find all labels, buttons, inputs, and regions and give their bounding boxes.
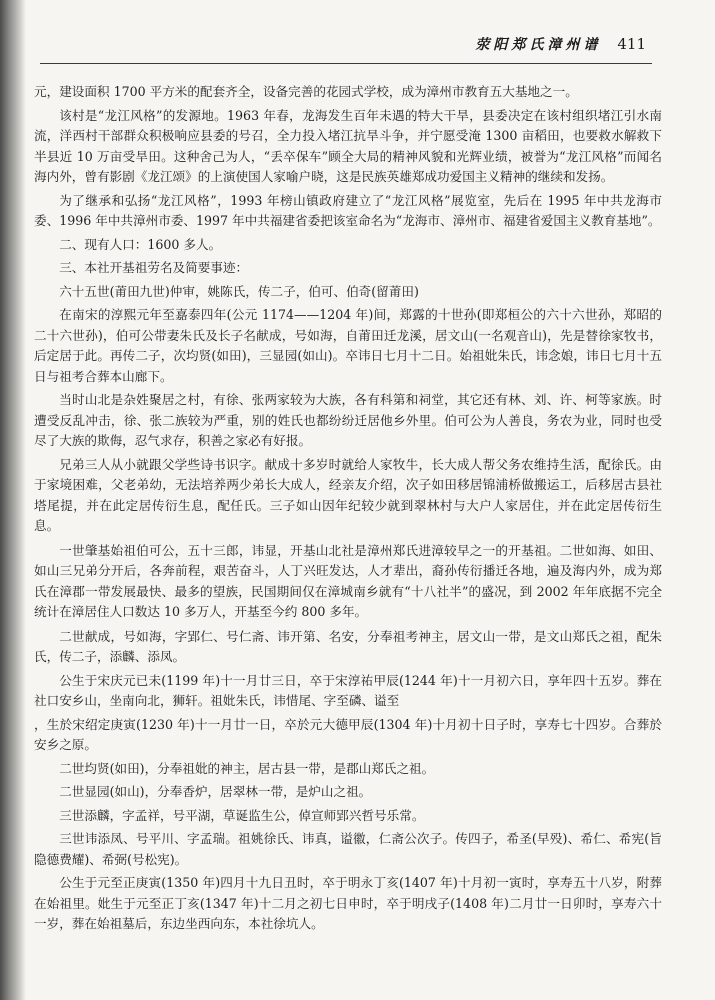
paragraph: 在南宋的淳熙元年至嘉泰四年(公元 1174——1204 年)间，郑露的十世孙(即郑桓公的六十六世孙，郑昭的二十六世孙)，伯可公带妻朱氏及长子名献成，号如海，自莆田迁龙溪，居文山(一名观音山)，先是替徐家牧书，后定居于此。再传二子，次均贤(如田)，三显园(如山)。卒讳日七月十二日。始祖妣朱氏，讳念娘，讳日七月十五日与祖考合葬本山廊下。 (34, 307, 662, 384)
paragraph: 元，建设面积 1700 平方米的配套齐全，设备完善的花园式学校，成为漳州市教育五大基地之一。 (34, 84, 578, 99)
paragraph: 一世肇基始祖伯可公，五十三郎，讳显，开基山北社是漳州郑氏进漳较早之一的开基祖。二世如海、如田、如山三兄弟分开后，各奔前程，艰苦奋斗，人丁兴旺发达，人才辈出，裔孙传衍播迁各地，遍及海内外，成为郑氏在漳郡一带发展最快、最多的望族，民国期间仅在漳城南乡就有“十八社半”的盛况，到 2002 年年底据不完全统计在漳居住人口数达 10 多万人，开基至今约 800 多年。 (34, 542, 662, 619)
paragraph: 二世显园(如山)，分奉香炉，居翠林一带，是炉山之祖。 (59, 784, 372, 799)
paragraph: 六十五世(莆田九世)仲审，姚陈氏，传二子，伯可、伯奇(留莆田) (59, 283, 419, 299)
paragraph: 兄弟三人从小就跟父学些诗书识字。献成十多岁时就给人家牧牛，长大成人帮父务农维持生活，配徐氏。由于家境困难，父老弟幼，无法培养两少弟长大成人，经亲友介绍，次子如田移居锦浦桥做搬运工，后移居古县社塔尾提，并在此定居传衍生息，配任氏。三子如山因年纪较少就到翠林村与大户人家居住，并在此定居传衍生息。 (34, 456, 662, 533)
paragraph: 公生于宋庆元已未(1199 年)十一月廿三日，卒于宋淳祐甲辰(1244 年)十一月初六日，享年四十五岁。葬在社口安乡山，坐南向北，狮轩。祖妣朱氏，讳惜尾、字至磷、谥至 (34, 672, 662, 708)
paragraph: 三世讳添凤、号平川、字孟瑞。祖姚徐氏、讳真，谥徽，仁斋公次子。传四子，希圣(早殁)、希仁、希宪(旨隐德费耀)、希弼(号松宪)。 (34, 831, 662, 867)
paragraph: 二世均贤(如田)，分奉祖妣的神主，居古县一带，是郡山郑氏之祖。 (59, 760, 435, 776)
paragraph: 公生于元至正庚寅(1350 年)四月十九日丑时，卒于明永丁亥(1407 年)十月初一寅时，享寿五十八岁，附葬在始祖里。妣生于元至正丁亥(1347 年)十二月之初七日申时，卒于明戌子(1408 年)二月廿一日卯时，享寿六十一岁，葬在始祖墓后，东边坐西向东，本社徐坑人。 (34, 875, 662, 931)
paragraph: 为了继承和弘扬“龙江风格”，1993 年榜山镇政府建立了“龙江风格”展览室，先后在 1995 年中共龙海市委、1996 年中共漳州市委、1997 年中共福建省委把该室命名为“龙海市、漳州市、福建省爱国主义教育基地”。 (34, 192, 662, 228)
paragraph: 三、本社开基祖劳名及简要事迹： (59, 260, 249, 275)
paragraph: 二世献成，号如海，字郢仁、号仁斋、讳开第、名安，分奉祖考神主，居文山一带，是文山郑氏之祖，配朱氏，传二子，添麟、添凤。 (34, 628, 662, 664)
paragraph: 当时山北是杂姓聚居之村，有徐、张两家较为大族，各有科第和祠堂，其它还有林、刘、许、柯等家族。时遭受反乱冲击，徐、张二族较为严重，别的姓氏也都纷纷迁居他乡外里。伯可公为人善良，务农为业，同时也受尽了大族的欺侮，忍气求存，积善之家必有好报。 (34, 392, 662, 448)
body-text (34, 82, 662, 938)
running-title: 荥阳郑氏漳州谱 (475, 37, 602, 53)
paragraph: ，生於宋绍定庚寅(1230 年)十一月廿一日，卒於元大德甲辰(1304 年)十月初十日子时，享寿七十四岁。合葬於安乡之原。 (34, 716, 662, 752)
page-header (436, 34, 646, 60)
page-number: 411 (617, 35, 646, 53)
binding-shadow (0, 0, 26, 1000)
paragraph: 该村是“龙江风格”的发源地。1963 年春，龙海发生百年未遇的特大干旱，县委决定在该村组织堵江引水南流，洋西村干部群众积极响应县委的号召，全力投入堵江抗旱斗争，并宁愿受淹 1300 亩稻田，也要救水解救下半县近 10 万亩受旱田。这种舍己为人，“丢卒保车”顾全大局的精神风貌和光辉业绩，被誉为“龙江风格”而闻名海内外，曾有影剧《龙江颂》的上演使国人家喻户晓，这是民族英雄郑成功爱国主义精神的继续和发扬。 (34, 107, 662, 184)
header-rule (40, 63, 652, 64)
paragraph: 二、现有人口：1600 多人。 (59, 236, 222, 252)
paragraph: 三世添麟，字孟祥，号平湖，草诞监生公，倬宣师郢兴哲号乐常。 (59, 807, 425, 823)
